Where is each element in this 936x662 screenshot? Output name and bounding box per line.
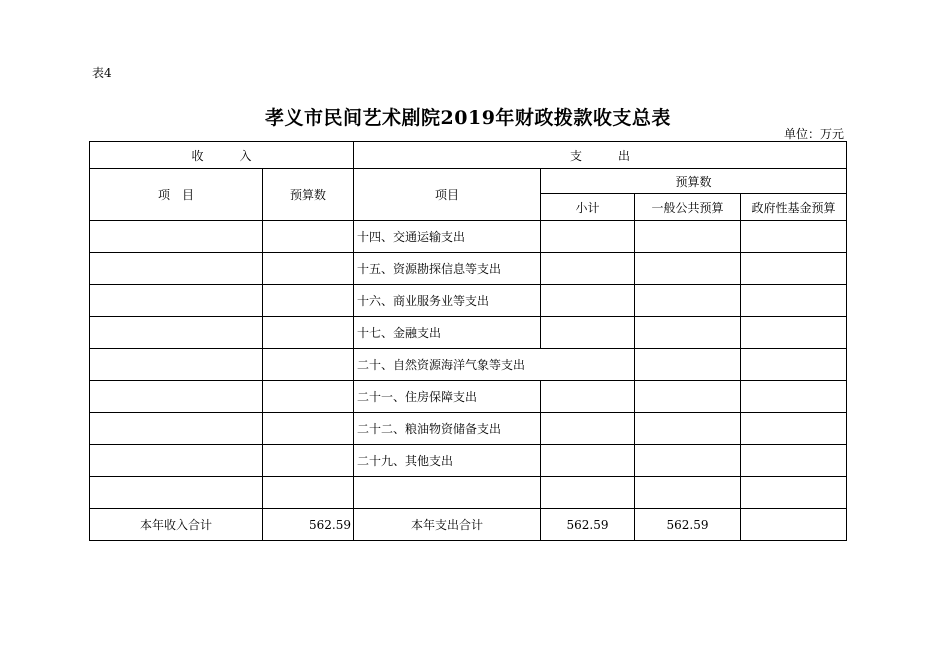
- fund-budget-cell: [741, 221, 847, 253]
- totals-row: [90, 509, 847, 541]
- income-item-cell: [90, 253, 263, 285]
- fund-budget-cell: [741, 285, 847, 317]
- income-item-cell: [90, 317, 263, 349]
- expense-item-cell: 十七、金融支出: [354, 317, 541, 349]
- fund-budget-header: 政府性基金预算: [741, 194, 847, 221]
- income-budget-cell: [263, 349, 354, 381]
- income-item-cell: [90, 477, 263, 509]
- subtotal-cell: [541, 445, 635, 477]
- fund-budget-cell: [741, 413, 847, 445]
- header-row-group: [90, 142, 847, 169]
- subtotal-cell: [541, 413, 635, 445]
- expense-budget-header: 预算数: [541, 169, 847, 194]
- fund-budget-cell: [741, 381, 847, 413]
- table-row: [90, 413, 847, 445]
- table-row: [90, 445, 847, 477]
- income-item-cell: [90, 413, 263, 445]
- subtotal-cell: [541, 221, 635, 253]
- income-item-cell: [90, 349, 263, 381]
- header-row-columns: [90, 169, 847, 194]
- page-title: 孝义市民间艺术剧院2019年财政拨款收支总表: [265, 107, 671, 129]
- expense-item-cell: [354, 477, 541, 509]
- income-budget-cell: [263, 413, 354, 445]
- subtotal-cell: [541, 253, 635, 285]
- table-row: [90, 381, 847, 413]
- expense-item-cell: 二十二、粮油物资储备支出: [354, 413, 541, 445]
- income-budget-header: 预算数: [263, 169, 354, 221]
- expense-item-cell: 二十九、其他支出: [354, 445, 541, 477]
- subtotal-total-value: 562.59: [541, 509, 635, 541]
- expense-item-cell: 十五、资源勘探信息等支出: [354, 253, 541, 285]
- income-budget-cell: [263, 381, 354, 413]
- general-budget-cell: [635, 445, 741, 477]
- general-budget-cell: [635, 221, 741, 253]
- income-budget-cell: [263, 317, 354, 349]
- table-row: [90, 349, 847, 381]
- income-total-label: 本年收入合计: [90, 509, 263, 541]
- subtotal-cell: [541, 285, 635, 317]
- income-item-cell: [90, 285, 263, 317]
- fund-total-value: [741, 509, 847, 541]
- subtotal-cell: [541, 381, 635, 413]
- fund-budget-cell: [741, 349, 847, 381]
- subtotal-header: 小计: [541, 194, 635, 221]
- fund-budget-cell: [741, 477, 847, 509]
- income-budget-cell: [263, 285, 354, 317]
- income-group-header: 收 入: [90, 142, 354, 169]
- fund-budget-cell: [741, 253, 847, 285]
- unit-label: 单位：万元: [783, 127, 844, 141]
- income-budget-cell: [263, 253, 354, 285]
- table-row: [90, 317, 847, 349]
- table-row: [90, 253, 847, 285]
- general-budget-cell: [635, 317, 741, 349]
- general-budget-cell: [635, 253, 741, 285]
- general-budget-cell: [635, 413, 741, 445]
- income-item-cell: [90, 381, 263, 413]
- general-total-value: 562.59: [635, 509, 741, 541]
- general-budget-cell: [635, 381, 741, 413]
- general-budget-header: 一般公共预算: [635, 194, 741, 221]
- table-row: [90, 477, 847, 509]
- table-row: [90, 285, 847, 317]
- general-budget-cell: [635, 477, 741, 509]
- expense-item-header: 项目: [354, 169, 541, 221]
- fund-budget-cell: [741, 445, 847, 477]
- subtotal-cell: [541, 477, 635, 509]
- income-budget-cell: [263, 477, 354, 509]
- expense-item-cell: 十四、交通运输支出: [354, 221, 541, 253]
- income-budget-cell: [263, 445, 354, 477]
- subtotal-cell: [541, 317, 635, 349]
- expense-group-header: 支 出: [354, 142, 847, 169]
- income-item-cell: [90, 445, 263, 477]
- expense-item-cell: 十六、商业服务业等支出: [354, 285, 541, 317]
- expense-item-cell: 二十、自然资源海洋气象等支出: [354, 349, 635, 381]
- expense-total-label: 本年支出合计: [354, 509, 541, 541]
- table-row: [90, 221, 847, 253]
- income-item-cell: [90, 221, 263, 253]
- budget-table: [89, 141, 847, 541]
- fund-budget-cell: [741, 317, 847, 349]
- general-budget-cell: [635, 285, 741, 317]
- income-total-value: 562.59: [263, 509, 354, 541]
- expense-item-cell: 二十一、住房保障支出: [354, 381, 541, 413]
- table-number: 表4: [92, 66, 112, 80]
- income-budget-cell: [263, 221, 354, 253]
- general-budget-cell: [635, 349, 741, 381]
- income-item-header: 项 目: [90, 169, 263, 221]
